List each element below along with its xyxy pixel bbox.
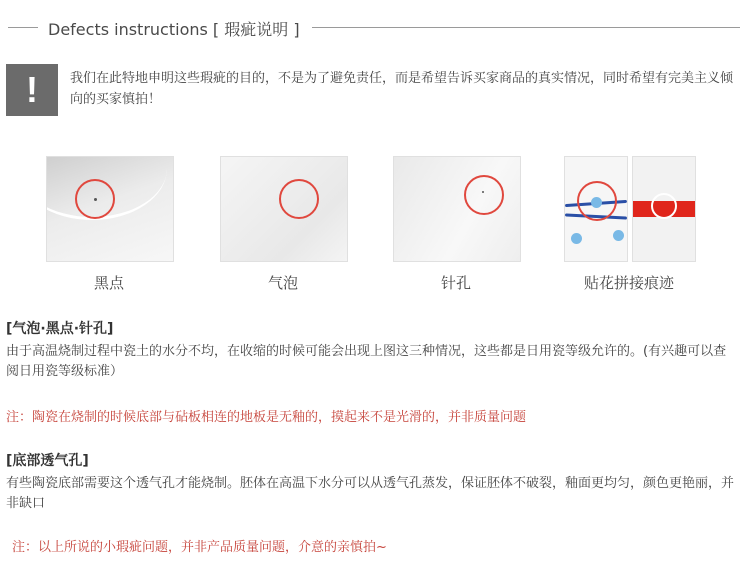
header-divider-left bbox=[8, 27, 38, 28]
defect-label: 贴花拼接痕迹 bbox=[583, 274, 674, 292]
defect-gallery bbox=[0, 156, 750, 296]
defect-item-bubble bbox=[220, 156, 360, 293]
defect-label: 黑点 bbox=[93, 274, 124, 292]
highlight-circle-icon bbox=[577, 181, 617, 221]
highlight-circle-icon bbox=[464, 175, 504, 215]
decal-seam-photo-2 bbox=[632, 156, 696, 262]
black-spot-icon bbox=[94, 198, 97, 201]
black-spot-photo bbox=[46, 156, 174, 262]
section-title-vent-hole: [底部透气孔] bbox=[6, 453, 89, 469]
defect-label: 针孔 bbox=[440, 274, 471, 292]
section-title-bubble-spot-pinhole: [气泡·黑点·针孔] bbox=[6, 321, 114, 337]
header-divider-right bbox=[312, 27, 740, 28]
highlight-circle-icon bbox=[279, 179, 319, 219]
section-body-vent-hole: 有些陶瓷底部需要这个透气孔才能烧制。胚体在高温下水分可以从透气孔蒸发，保证胚体不破裂，釉面更均匀，颜色更艳丽，并非缺口 bbox=[6, 476, 735, 511]
section-note-bubble-spot-pinhole: 注：陶瓷在烧制的时候底部与砧板相连的地板是无釉的，摸起来不是光滑的，并非质量问题 bbox=[6, 410, 527, 425]
defect-item-decal-seam bbox=[564, 156, 704, 293]
decal-seam-photo-1 bbox=[564, 156, 628, 262]
section-note-vent-hole: 注：以上所说的小瑕疵问题，并非产品质量问题，介意的亲慎拍~ bbox=[12, 540, 387, 555]
defect-item-black-spot bbox=[46, 156, 186, 293]
header-title: Defects instructions [ 瑕疵说明 ] bbox=[48, 20, 300, 39]
section-header bbox=[0, 14, 750, 40]
notice-text: 我们在此特地申明这些瑕疵的目的，不是为了避免责任，而是希望告诉买家商品的真实情况，同时希望有完美主义倾向的买家慎拍！ bbox=[70, 71, 734, 107]
defect-label: 气泡 bbox=[267, 274, 298, 292]
highlight-circle-icon bbox=[651, 193, 677, 219]
bubble-photo bbox=[220, 156, 348, 262]
section-body-bubble-spot-pinhole: 由于高温烧制过程中瓷土的水分不均，在收缩的时候可能会出现上图这三种情况，这些都是日用瓷等级允许的。(有兴趣可以查阅日用瓷等级标准） bbox=[6, 344, 727, 379]
notice-block bbox=[6, 64, 746, 120]
pinhole-photo bbox=[393, 156, 521, 262]
pinhole-icon bbox=[482, 191, 484, 193]
exclamation-icon: ! bbox=[6, 64, 58, 116]
defect-item-pinhole bbox=[393, 156, 533, 293]
